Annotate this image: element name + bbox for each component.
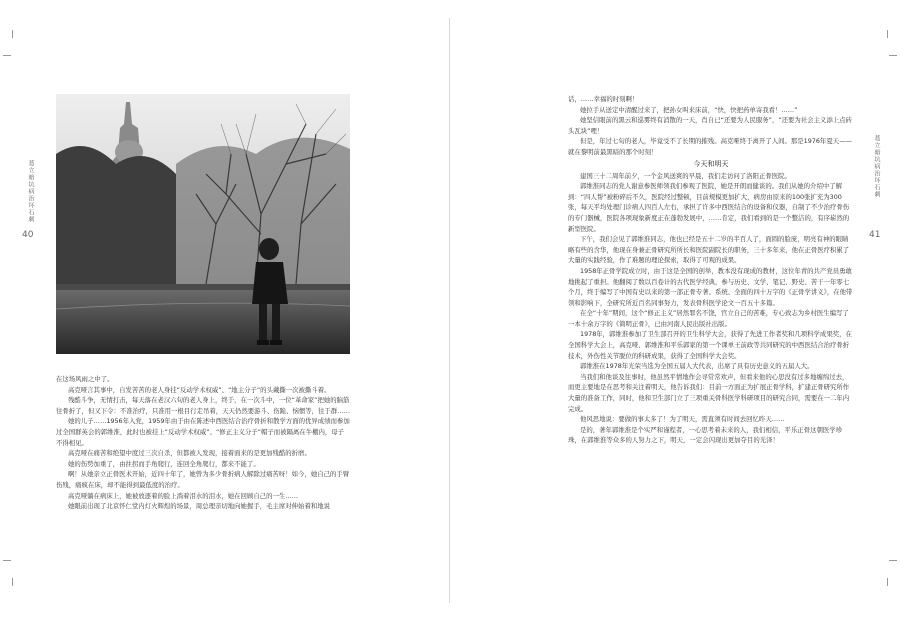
paragraph: 下午，我们会见了郭维淮同志，他也已经是五十二岁的半百人了，面圆的脸庞，明亮有神的眼睛略有些的含华，他现在身兼正骨研究所所长和医院副院长的职务，三十多年来，他在正骨医疗积累了大量的实践经验，作了难题的理论探索，取得了可观的成果。 xyxy=(568,235,850,265)
section-heading: 今天和明天 xyxy=(693,159,729,168)
right-page-number: 41 xyxy=(869,230,881,240)
crop-mark xyxy=(3,55,11,56)
crop-mark xyxy=(887,30,888,38)
paragraph: 残酷斗争，无情打击，每天落在老汉六旬的老人身上，终于，在一次斗中，一位“革命家”把她的脑筋往骨折了，但又下令：不准治疗，只准用一根目行走吊着，天天仍然要游斗、伤跪、恼惯等，往于群…… xyxy=(56,396,350,415)
right-page-text xyxy=(568,94,854,446)
paragraph: 她的伤势加重了，由拄拐而手角爬行，连回全角爬行，都来不能了。 xyxy=(68,459,260,468)
paragraph: 她拉手从送定中清醒过来了，把孙女叫来床前，“快，快把药单寄我看！……” xyxy=(580,105,798,114)
crop-mark xyxy=(887,578,888,586)
paragraph: 郭维淮同志的党人谢意参医师领我们参观了医院，她是开朗而健谈的。我们从她的介绍中了解到：“四人帮”被粉碎后不久，医院经过整顿，目前规模更加扩大，病房由原来的100张扩充为300张，每天平均处理门诊病人四百人左右，承担了许多中西医结合的设备和仪器，自制了不少治疗骨伤的专门器械，医院各项现象新度正在蓬勃发展中，……肯定，我们看到的是一个整洁的，有序崭然的新型医院。 xyxy=(568,182,850,233)
crop-mark xyxy=(12,578,13,586)
archival-photo xyxy=(56,94,350,354)
paragraph: 她的儿子……1956年入党，1959年由于由在陈述中西医结合治疗骨折和散学方面的优异成绩而参加过全国群英会的郭维淮，此时也被挂上“反动学术权威”、“修正主义分子”帽子而被隔离在牛棚内，母子不得相见。 xyxy=(56,417,350,447)
left-page-number: 40 xyxy=(22,230,34,240)
left-side-label: 葛立暗坑病治坏石刺 xyxy=(27,160,34,223)
left-page-text xyxy=(56,374,350,512)
paragraph: 高克哑在痛苦和绝望中度过三次自杀，但都被人发现，接着面来的是更加残酷的折磨。 xyxy=(68,449,311,458)
paragraph: 是的，著年郭维淮是个实严和谨程者，一心思考着未来的人，我们相信，平乐正骨这朝医学珍珠，在郭维淮等众多的人努力之下，明天，一定会闪现出更加夺目的光泽！ xyxy=(568,425,843,445)
right-side-label: 葛立暗坑病治坏石刺 xyxy=(873,135,880,198)
gutter-divider xyxy=(449,18,450,603)
paragraph: 话，……幸福的时刻啊！ xyxy=(568,95,639,103)
paragraph: 她眼前出现了北京怀仁堂内灯火辉煌的场景，周总理亲切地向她握手，毛主席对伸始着和地说 xyxy=(68,502,331,511)
crop-mark xyxy=(889,55,897,56)
paragraph: 建国三十二周年前夕，一个金风送爽的早晨，我们走访问了洛阳正骨医院。 xyxy=(580,171,791,180)
paragraph: 郭维淮在1978年光荣当选为全国五届人大代表，出席了具有历史意义的五届人大。 xyxy=(580,362,814,371)
paragraph: 在这场风雨之中了。 xyxy=(56,375,114,383)
paragraph: 1958年正骨学院成立时，由于这是全国的创举，教本没有现成的教材，这位年青的共产党员勇敢地挑起了重担。他翻阅了数以百卷计的古代医学经典，参与历史、文学、笔记、野史、苦干一年零七个月，终于编写了中国有史以来的第一部正骨专著、系统、全面的四十万字的《正骨学讲义》，在他带领和影响下，全研究所近百名同事努力，发表骨科医学论文一百五十多篇。 xyxy=(568,266,853,307)
crop-mark xyxy=(12,30,13,38)
paragraph: 他风思地说：要做的事太多了！为了明天，需直须有时间去回忆昨天…… xyxy=(580,415,785,424)
crop-mark xyxy=(3,560,11,561)
paragraph: 在全“十年”期间，这个“修正主义”居然罪名不饶，官立自己的苦难，专心致志为乡村医生编写了一本十余万字的《简明正骨》，已由河南人民出版社出版。 xyxy=(568,309,849,328)
paragraph: 1978年，郭维淮参加了卫生部召开的卫生科学大会，获得了先进工作者奖和几项科学成果奖，在全国科学大会上，高克哑、郭维淮和平乐郭家的第一个课单王前政等共同研究的中西医结合治疗骨折技术，外伤性关节脱位的科研成果，获得了全国科学大会奖。 xyxy=(568,330,852,360)
crop-mark xyxy=(889,560,897,561)
paragraph: 当我们和他谈及往事时，他虽然平情地作会寻常常欢声，但看来他的心思没有过多地缠绵过去，而更主要地是在思考和关注着明天，他告诉我们：目前一方面正为扩展正骨学科，扩建正骨研究所作大量的准备工作，同时，他和卫生部门立了三项重关骨科医学科研项目的研究合同，需要在一二年内完成。 xyxy=(568,372,850,413)
paragraph: 啊！从她亲立正骨医术开始，近四十年了，她曾为多少骨折病人解除过痛苦呀！如今，她自己的手臂伤残，痛疯在床，却不能得到最低度的治疗。 xyxy=(56,470,350,489)
paragraph: 高克哑躺在病床上，她被放逐着的脸上淌着泪水的泪水，她在回顾自己的一生…… xyxy=(68,491,299,500)
paragraph: 她坚信眼前的黑云和巡雾终有消散的一天，肖自已“还要为人民服务”，“还要为社会主义添上点砖头瓦块”哩！ xyxy=(568,116,852,135)
paragraph: 高克哑言其事中，自发苦苦的老人身挂“反动学术权威”、“地主分子”的头戴撕一次被撕斗着。 xyxy=(68,385,331,394)
paragraph: 但是，年过七旬的老人，毕竟受不了长期的摧残。高克哑终于离开了人间。那是1976年夏天——就在黎明前最黑暗的那个时刻！ xyxy=(568,137,852,156)
